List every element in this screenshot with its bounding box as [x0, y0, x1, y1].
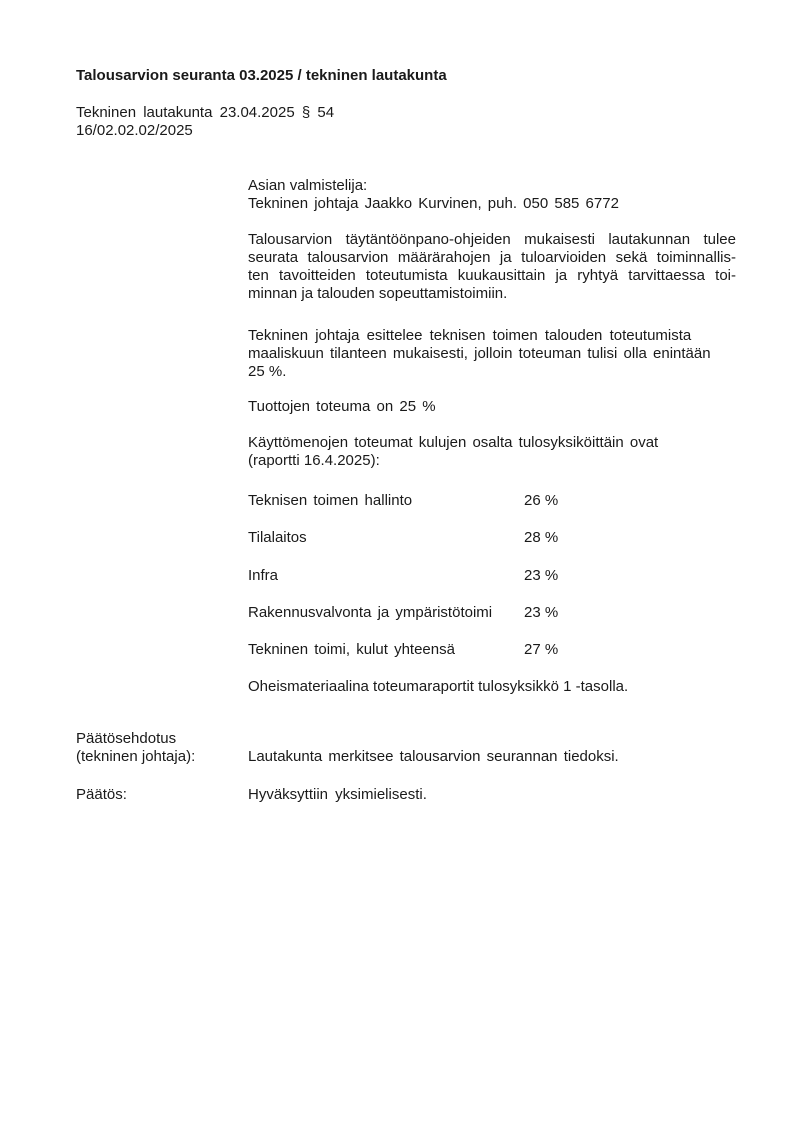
- diary-number-line: 16/02.02.02/2025: [76, 122, 193, 139]
- expenses-intro-line-2: (raportti 16.4.2025):: [248, 452, 380, 469]
- unit-name: Rakennusvalvonta ja ympäristötoimi: [248, 604, 493, 621]
- unit-name: Tekninen toimi, kulut yhteensä: [248, 641, 455, 658]
- execution-rate-row: [248, 567, 736, 585]
- rate-value: 23 %: [524, 567, 559, 584]
- execution-rate-row: [248, 641, 736, 659]
- preparer-label: Asian valmistelija:: [248, 177, 368, 194]
- execution-rate-row: [248, 604, 736, 622]
- expenses-intro-line-1: Käyttömenojen toteumat kulujen osalta tulosyksiköittäin ovat: [248, 434, 659, 451]
- revenue-realization-line: Tuottojen toteuma on 25 %: [248, 398, 436, 415]
- rate-value: 28 %: [524, 529, 559, 546]
- mandate-line-1: Talousarvion täytäntöönpano-ohjeiden mukaisesti lautakunnan tulee: [248, 231, 736, 248]
- proposal-label: Päätösehdotus: [76, 730, 177, 747]
- mandate-paragraph: [248, 231, 736, 303]
- rate-value: 23 %: [524, 604, 559, 621]
- mandate-line-2: seurata talousarvion määrärahojen ja tuloarvioiden sekä toiminnallis-: [248, 249, 736, 266]
- document-title: Talousarvion seuranta 03.2025 / tekninen lautakunta: [76, 67, 447, 84]
- mandate-line-4: minnan ja talouden sopeuttamistoimiin.: [248, 285, 508, 302]
- meeting-info-line: Tekninen lautakunta 23.04.2025 § 54: [76, 104, 335, 121]
- preparer-contact: Tekninen johtaja Jaakko Kurvinen, puh. 050 585 6772: [248, 195, 619, 212]
- decision-text: Hyväksyttiin yksimielisesti.: [248, 786, 427, 803]
- presentation-line-2: maaliskuun tilanteen mukaisesti, jolloin toteuman tulisi olla enintään: [248, 345, 711, 362]
- unit-name: Infra: [248, 567, 279, 584]
- execution-rate-row: [248, 492, 736, 510]
- unit-name: Tilalaitos: [248, 529, 307, 546]
- proposal-text: Lautakunta merkitsee talousarvion seurannan tiedoksi.: [248, 748, 619, 765]
- decision-label: Päätös:: [76, 786, 127, 803]
- execution-rate-row: [248, 529, 736, 547]
- rate-value: 26 %: [524, 492, 559, 509]
- rate-value: 27 %: [524, 641, 559, 658]
- attachment-note: Oheismateriaalina toteumaraportit tulosyksikkö 1 -tasolla.: [248, 678, 629, 695]
- unit-name: Teknisen toimen hallinto: [248, 492, 413, 509]
- mandate-line-3: ten tavoitteiden toteutumista kuukausittain ja ryhtyä tarvittaessa toi-: [248, 267, 736, 284]
- presentation-line-1: Tekninen johtaja esittelee teknisen toimen talouden toteutumista: [248, 327, 692, 344]
- presentation-paragraph: [248, 327, 736, 381]
- proposal-sublabel: (tekninen johtaja):: [76, 748, 196, 765]
- presentation-line-3: 25 %.: [248, 363, 287, 380]
